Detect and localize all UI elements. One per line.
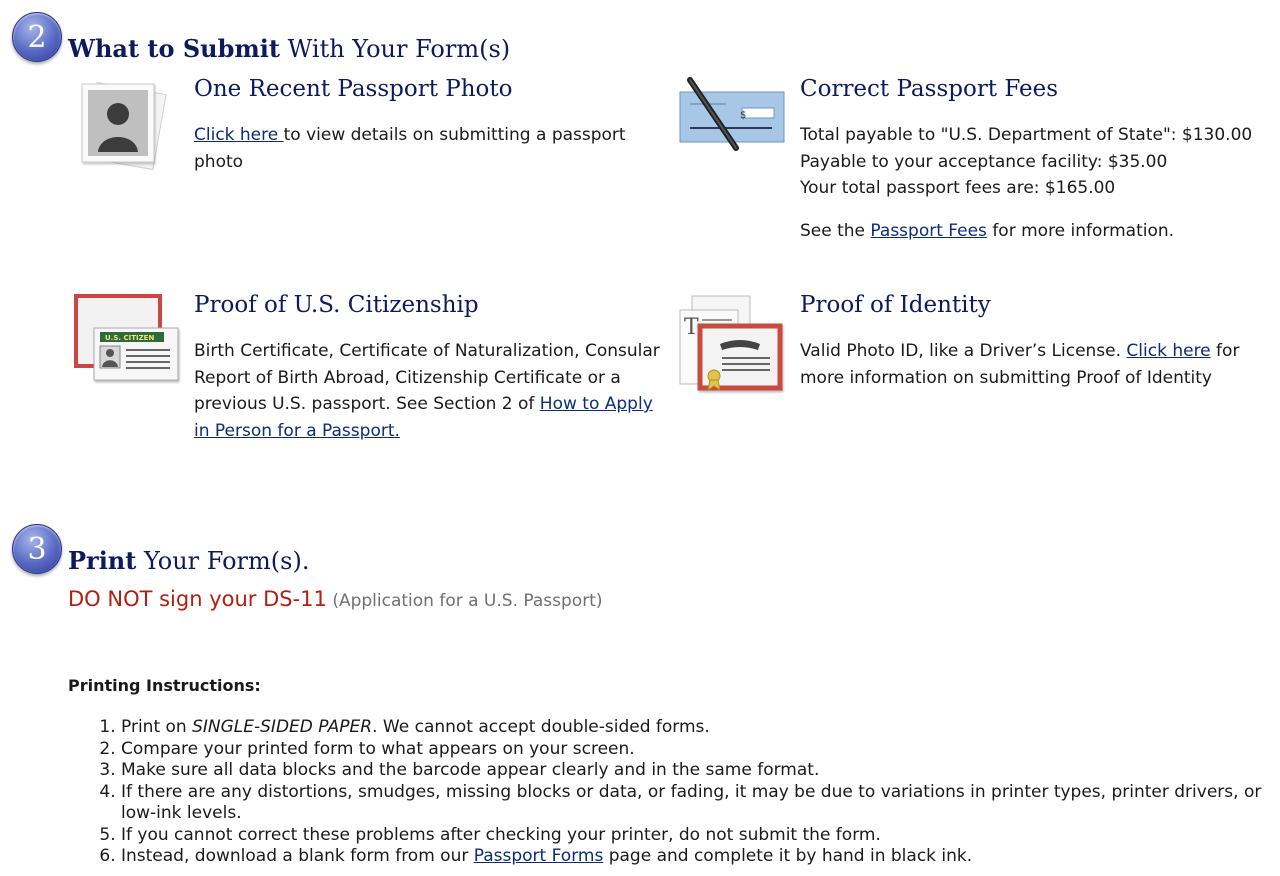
identity-description-suffix: for more information on submitting Proof of Identity	[800, 341, 1240, 388]
list-item: 4. If there are any distortions, smudges, missing blocks or data, or fading, it may be due to variations in printer types, printer drivers, or low-ink levels.	[121, 782, 1280, 825]
fee-state-department: Total payable to "U.S. Department of State": $130.00	[800, 125, 1253, 145]
svg-text:$: $	[740, 110, 747, 121]
passport-photo-icon	[72, 78, 182, 178]
citizenship-title: Proof of U.S. Citizenship	[194, 292, 479, 318]
passport-photo-details-link[interactable]: Click here	[194, 125, 284, 145]
instruction-6-prefix: Instead, download a blank form from our	[121, 846, 474, 866]
step-3-heading-bold: Print	[68, 546, 137, 575]
check-payment-icon	[676, 74, 786, 174]
instruction-6-suffix: page and complete it by hand in black ink.	[603, 846, 973, 866]
fee-acceptance-facility: Payable to your acceptance facility: $35.00	[800, 151, 1168, 172]
list-item: 3. Make sure all data blocks and the barcode appear clearly and in the same format.	[121, 760, 1280, 782]
step-2-heading	[68, 34, 510, 63]
printing-instructions-title: Printing Instructions:	[68, 676, 261, 695]
fee-total: Your total passport fees are: $165.00	[800, 178, 1116, 198]
list-item	[121, 717, 1280, 739]
passport-fees-title: Correct Passport Fees	[800, 76, 1059, 102]
citizenship-description-text: Birth Certificate, Certificate of Naturalization, Consular Report of Birth Abroad, Citizenship Certificate or a previous U.S. passport. See Section 2 of	[194, 341, 660, 414]
us-citizen-card-label: U.S. CITIZEN	[105, 334, 155, 342]
step-2-number: 2	[27, 19, 47, 55]
citizenship-certificate-icon	[70, 292, 180, 392]
identity-description-text: Valid Photo ID, like a Driver’s License.	[800, 341, 1127, 361]
passport-fees-more-info	[800, 218, 1278, 245]
step-3-heading-rest: Your Form(s).	[143, 547, 310, 575]
step-3-number: 3	[27, 531, 47, 567]
instruction-1-emphasis: SINGLE-SIDED PAPER	[192, 717, 373, 737]
ds11-warning-note: (Application for a U.S. Passport)	[332, 591, 603, 611]
step-2-heading-rest: With Your Form(s)	[287, 35, 511, 63]
passport-forms-link[interactable]: Passport Forms	[473, 846, 604, 866]
step-2-heading-bold: What to Submit	[68, 34, 281, 63]
list-item: 2. Compare your printed form to what appears on your screen.	[121, 739, 1280, 761]
instruction-1-suffix: . We cannot accept double-sided forms.	[372, 717, 710, 737]
step-3-badge	[12, 524, 62, 574]
identity-description	[800, 338, 1278, 391]
instruction-1-prefix: Print on	[121, 717, 193, 737]
passport-fees-see-prefix: See the	[800, 221, 871, 241]
ds11-warning-line	[68, 587, 602, 611]
identity-title: Proof of Identity	[800, 292, 991, 318]
list-item: 5. If you cannot correct these problems after checking your printer, do not submit the form.	[121, 825, 1280, 847]
citizenship-description	[194, 338, 672, 444]
printing-instructions-list	[68, 717, 1280, 868]
passport-photo-description	[194, 122, 654, 175]
passport-photo-description-text: to view details on submitting a passport photo	[194, 125, 626, 172]
svg-text:T: T	[684, 315, 699, 340]
step-2-badge	[12, 12, 62, 62]
passport-photo-title: One Recent Passport Photo	[194, 76, 513, 102]
step-3-heading	[68, 546, 309, 575]
list-item	[121, 846, 1280, 868]
identity-details-link[interactable]: Click here	[1126, 341, 1211, 361]
passport-fees-breakdown	[800, 122, 1278, 202]
passport-fees-link[interactable]: Passport Fees	[870, 221, 987, 241]
passport-fees-see-suffix: for more information.	[986, 221, 1175, 241]
identity-document-icon	[674, 292, 784, 392]
how-to-apply-link[interactable]: How to Apply in Person for a Passport.	[194, 394, 653, 441]
ds11-warning: DO NOT sign your DS-11	[68, 587, 327, 611]
